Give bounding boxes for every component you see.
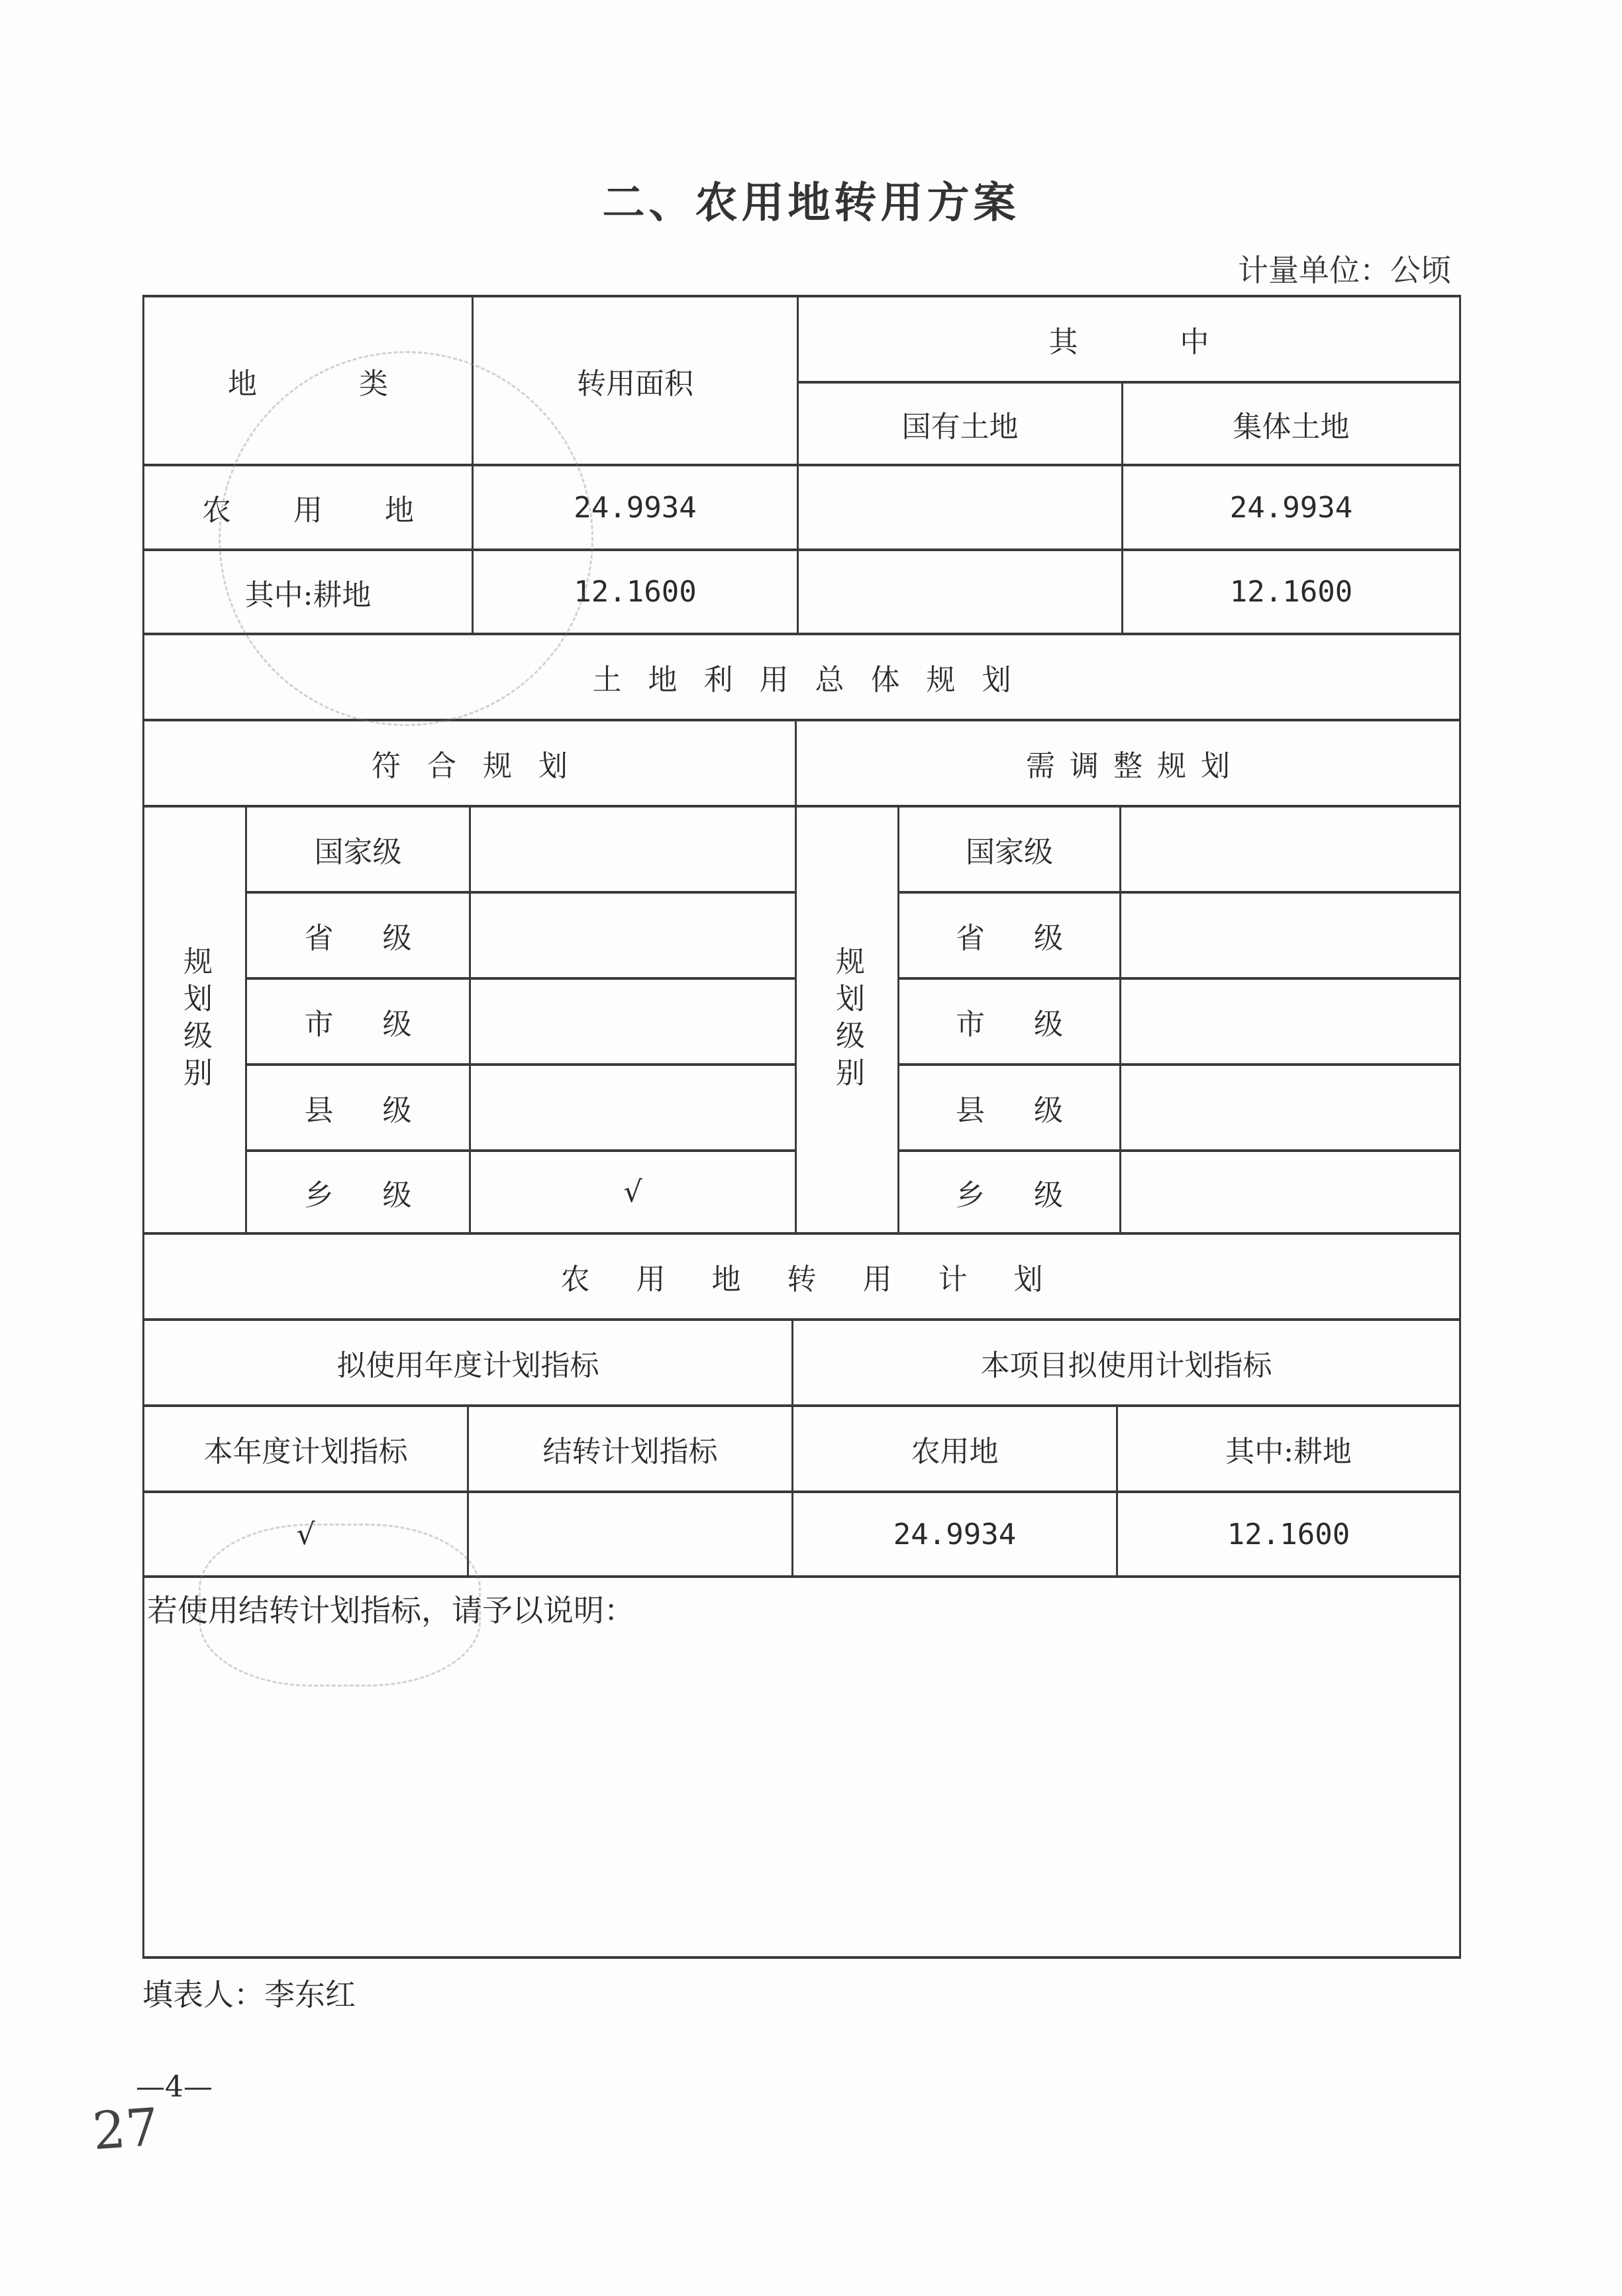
plan-level-label-right [797,808,897,1232]
unit-label: 计量单位：公顷 [1238,252,1451,288]
compliant-plan-heading-text: 符合规划 [372,749,594,783]
adjust-level-label [899,1066,1119,1149]
col-this-year-quota: 本年度计划指标 [203,1435,408,1469]
adjust-level-label [899,894,1119,977]
table-border-right [1459,295,1461,1959]
level-label-text: 县 级 [956,1094,1083,1127]
col-cultivated-land: 其中:耕地 [1225,1435,1352,1469]
compliant-level-mark [471,980,795,1063]
row-label-cultivated-land: 其中:耕地 [244,578,372,612]
compliant-level-label [247,980,469,1063]
col-agricultural-land: 农用地 [911,1435,999,1469]
cell-collective-cultivated: 12.1600 [1229,575,1353,609]
header-area: 转用面积 [577,366,693,401]
carryover-explanation-label: 若使用结转计划指标，请予以说明： [147,1592,634,1628]
level-label-text: 国家级 [314,835,402,869]
compliant-level-label [247,894,469,977]
row-label-agricultural-land [144,466,472,548]
cell-area-cultivated: 12.1600 [574,575,697,609]
header-of-which-text: 其 中 [1048,325,1256,359]
adjust-level-mark [1121,894,1459,977]
level-label-text: 乡 级 [304,1178,432,1212]
land-use-plan-heading-text: 土地利用总体规划 [592,663,1038,697]
form-filler: 填表人：李东红 [142,1977,356,2012]
cell-this-year-check: √ [296,1517,315,1551]
cell-cultivated-value: 12.1600 [1227,1517,1350,1551]
adjust-level-label [899,980,1119,1063]
page-title: 二、农用地转用方案 [602,179,1020,228]
row-label-text: 农 用 地 [202,494,440,527]
cell-state-agricultural [799,466,1121,548]
col-carryover-quota: 结转计划指标 [542,1435,718,1469]
level-label-text: 县 级 [304,1094,432,1127]
header-collective-land: 集体土地 [1233,409,1350,444]
adjust-level-mark [1121,1066,1459,1149]
adjust-level-label [899,1152,1119,1232]
cell-carryover [469,1493,791,1575]
cell-area-agricultural: 24.9934 [574,490,697,525]
header-state-land: 国有土地 [901,409,1019,444]
adjust-level-label [899,808,1119,891]
level-label-text: 乡 级 [956,1178,1083,1212]
project-quota-heading: 本项目拟使用计划指标 [980,1349,1272,1383]
compliant-level-label [247,1152,469,1232]
land-use-plan-heading [144,635,1459,719]
level-label-text: 市 级 [956,1008,1083,1041]
compliant-plan-heading [144,721,795,805]
conversion-plan-heading-text: 农用地转用计划 [560,1263,1090,1296]
table-border-bottom [142,1956,1461,1959]
plan-level-label-text: 规划级别 [831,945,864,1094]
compliant-level-mark [471,1066,795,1149]
adjust-level-mark [1121,980,1459,1063]
compliant-level-mark [471,808,795,891]
divider [142,1575,1461,1578]
header-of-which [799,297,1459,381]
adjust-level-mark [1121,808,1459,891]
compliant-level-mark: √ [623,1175,642,1209]
cell-collective-agricultural: 24.9934 [1229,490,1353,525]
adjust-level-mark [1121,1152,1459,1232]
cell-state-cultivated [799,551,1121,633]
compliant-level-label [247,808,469,891]
level-label-text: 市 级 [304,1008,432,1041]
level-label-text: 省 级 [956,921,1083,955]
annual-quota-heading: 拟使用年度计划指标 [336,1349,599,1383]
header-land-type-text: 地 类 [228,366,434,401]
conversion-plan-heading [144,1235,1459,1318]
level-label-text: 省 级 [304,921,432,955]
page-number: —4— [136,2070,213,2104]
compliant-level-label [247,1066,469,1149]
header-land-type [144,297,472,464]
cell-agricultural-value: 24.9934 [893,1517,1017,1551]
handwritten-page-number: 27 [90,2097,161,2162]
compliant-level-mark [471,894,795,977]
adjust-plan-heading-text: 需调整规划 [1026,749,1244,783]
level-label-text: 国家级 [966,835,1053,869]
adjust-plan-heading [797,721,1459,805]
plan-level-label-text: 规划级别 [178,945,212,1094]
plan-level-label-left [144,808,245,1232]
